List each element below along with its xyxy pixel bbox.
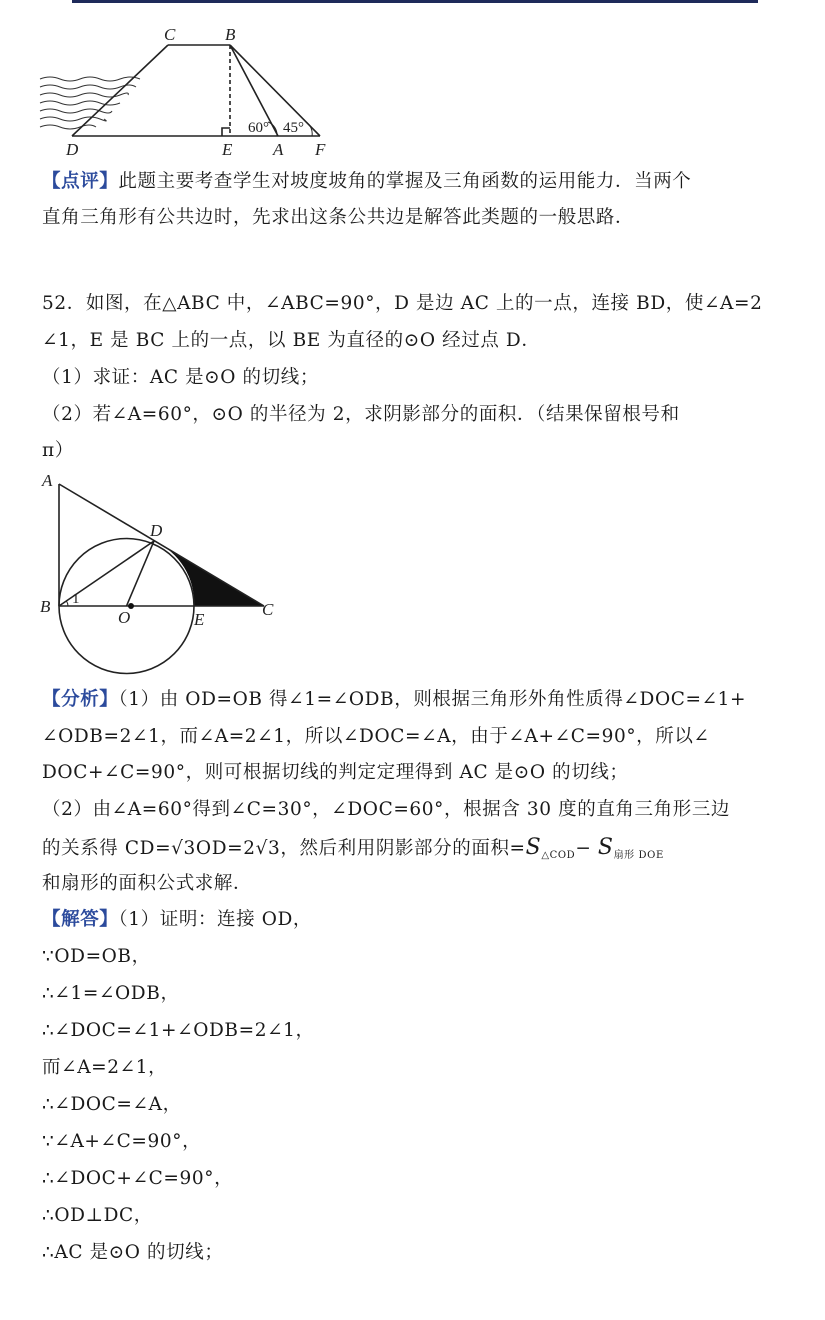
label-D: D <box>66 140 79 159</box>
label-F: F <box>315 140 326 159</box>
label-A: A <box>42 471 53 490</box>
side-AC <box>59 484 264 606</box>
solution-line-1: 【解答】（1）证明：连接 OD， <box>42 909 313 930</box>
solution-step: ∴∠DOC=∠1+∠ODB=2∠1， <box>42 1020 315 1041</box>
solution-step: ∵OD=OB， <box>42 946 151 967</box>
problem-part-1: （1）求证：AC 是⊙O 的切线； <box>42 367 319 388</box>
solution-step: 而∠A=2∠1， <box>42 1057 168 1078</box>
label-A: A <box>273 140 284 159</box>
analysis-line-4: （2）由∠A=60°得到∠C=30°，∠DOC=60°，根据含 30 度的直角三角形三边 <box>42 799 731 820</box>
solution-step: ∵∠A+∠C=90°， <box>42 1131 202 1152</box>
analysis-line-3: DOC+∠C=90°，则可根据切线的判定定理得到 AC 是⊙O 的切线； <box>42 762 629 783</box>
solution-step: ∴∠DOC+∠C=90°， <box>42 1168 234 1189</box>
label-angle-1: 1 <box>72 591 80 607</box>
solution-step: ∴∠DOC=∠A， <box>42 1094 182 1115</box>
label-C: C <box>164 25 176 44</box>
problem-part-2b: π） <box>42 440 74 461</box>
label-D: D <box>150 521 163 540</box>
analysis-line-6: 和扇形的面积公式求解． <box>42 873 253 894</box>
problem-line-1: 52．如图，在△ABC 中，∠ABC=90°，D 是边 AC 上的一点，连接 BD，使∠A=2 <box>42 293 763 314</box>
solution-step: ∴OD⊥DC， <box>42 1205 153 1226</box>
comment-line-2: 直角三角形有公共边时，先求出这条公共边是解答此类题的一般思路． <box>42 207 635 228</box>
label-E: E <box>222 140 233 159</box>
comment-tag: 【点评】 <box>42 171 119 192</box>
analysis-line-1: 【分析】（1）由 OD=OB 得∠1=∠ODB，则根据三角形外角性质得∠DOC=∠1+ <box>42 689 747 710</box>
solution-tag: 【解答】 <box>42 909 119 930</box>
label-C: C <box>262 600 274 619</box>
solution-step: ∴∠1=∠ODB， <box>42 983 180 1004</box>
analysis-line-5: 的关系得 CD=√3OD=2√3，然后利用阴影部分的面积$=S_{\triangle COD}- S_{扇形 DOE}$ <box>42 835 664 861</box>
circle-figure <box>0 470 300 680</box>
label-O: O <box>118 608 131 627</box>
dam-figure <box>0 0 340 165</box>
solution-step: ∴AC 是⊙O 的切线； <box>42 1242 224 1263</box>
analysis-tag: 【分析】 <box>42 689 119 710</box>
label-E: E <box>194 610 205 629</box>
label-B: B <box>225 25 236 44</box>
problem-line-2: ∠1，E 是 BC 上的一点，以 BE 为直径的⊙O 经过点 D． <box>42 330 541 351</box>
angle-60-label: 60° <box>248 120 269 136</box>
label-B: B <box>40 597 51 616</box>
problem-part-2: （2）若∠A=60°，⊙O 的半径为 2，求阴影部分的面积．（结果保留根号和 <box>42 404 680 425</box>
comment-line-1: 【点评】此题主要考查学生对坡度坡角的掌握及三角函数的运用能力．当两个 <box>42 171 692 192</box>
analysis-line-2: ∠ODB=2∠1，而∠A=2∠1，所以∠DOC=∠A，由于∠A+∠C=90°，所以∠ <box>42 726 710 747</box>
angle-45-label: 45° <box>283 120 304 136</box>
